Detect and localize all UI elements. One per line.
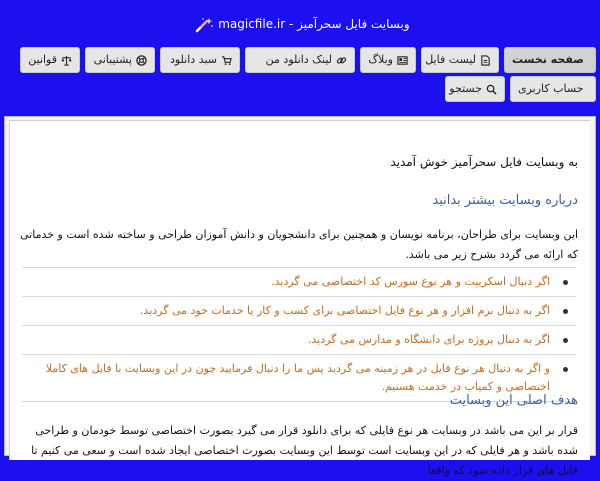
magic-wand-icon bbox=[194, 17, 214, 33]
nav-home-label: صفحه نخست bbox=[512, 48, 584, 72]
newspaper-icon bbox=[397, 55, 408, 66]
main-content bbox=[9, 120, 590, 460]
nav-file-list-label: لیست فایل bbox=[425, 48, 476, 72]
nav-blog-button[interactable] bbox=[360, 47, 416, 73]
list-item-text: و اگر به دنبال هر نوع فایل در هر زمینه می گردید پس ما را دنبال فرمایید چون در این وبسایت با فایل های کاملا اختصاصی و کمیاب در خدمت هستیم. bbox=[46, 362, 550, 393]
nav-my-download-link-label: لینک دانلود من bbox=[266, 48, 332, 72]
goal-paragraph: قرار بر این می باشد در وبسایت هر نوع فایلی که برای دانلود قرار می گیرد بصورت اختصاصی توسط خودمان و طراحی شده باشد و هر فایلی که در این وبسایت است توسط این وبسایت بصورت اختصاصی ایجاد شده است و سعی می کنیم تا فایل های قرار داده شود که واقعا bbox=[18, 421, 578, 481]
file-icon bbox=[480, 55, 491, 66]
intro-paragraph: این وبسایت برای طراحان، برنامه نویسان و همچنین برای دانشجویان و دانش آموزان طراحی و ساخته شده است و خدماتی که ارائه می گردد بشرح زیر می باشد. bbox=[18, 225, 578, 265]
site-title-link[interactable] bbox=[0, 16, 600, 33]
about-heading: درباره وبسایت بیشتر بدانید bbox=[432, 193, 578, 208]
site-title: وبسایت فایل سحرآمیز - magicfile.ir bbox=[218, 17, 409, 31]
shopping-cart-icon bbox=[221, 55, 232, 66]
nav-my-download-link-button[interactable] bbox=[245, 47, 355, 73]
nav-blog-label: وبلاگ bbox=[368, 48, 393, 72]
welcome-text: به وبسایت فایل سحرآمیز خوش آمدید bbox=[390, 155, 578, 169]
main-nav bbox=[4, 44, 596, 124]
list-item bbox=[22, 325, 576, 354]
nav-file-list-button[interactable] bbox=[421, 47, 499, 73]
bullet-icon bbox=[563, 367, 568, 372]
nav-support-label: پشتیبانی bbox=[94, 48, 132, 72]
lifebuoy-icon bbox=[136, 55, 147, 66]
nav-rules-label: قوانین bbox=[28, 48, 57, 72]
bullet-icon bbox=[563, 280, 568, 285]
bullet-icon bbox=[563, 309, 568, 314]
nav-rules-button[interactable] bbox=[20, 47, 80, 73]
search-icon bbox=[486, 84, 497, 95]
nav-user-account-button[interactable] bbox=[510, 76, 596, 102]
goal-heading: هدف اصلی این وبسایت bbox=[450, 393, 578, 408]
scale-icon bbox=[61, 55, 72, 66]
nav-support-button[interactable] bbox=[85, 47, 155, 73]
nav-user-account-label: حساب کاربری bbox=[518, 77, 583, 101]
nav-home-button[interactable] bbox=[504, 47, 596, 73]
list-item-text: اگر دنبال اسکریپت و هر نوع سورس کد اختصاصی می گردید. bbox=[271, 275, 550, 288]
link-icon bbox=[336, 55, 347, 66]
list-item bbox=[22, 267, 576, 296]
nav-download-cart-button[interactable] bbox=[160, 47, 240, 73]
user-icon bbox=[587, 84, 588, 95]
list-item bbox=[22, 296, 576, 325]
nav-download-cart-label: سبد دانلود bbox=[170, 48, 217, 72]
list-item-text: اگر به دنبال نرم افزار و هر نوع فایل اختصاصی برای کسب و کار یا خدمات خود می گردید. bbox=[140, 304, 550, 317]
services-list bbox=[22, 267, 576, 402]
nav-search-label: جستجو bbox=[449, 77, 482, 101]
site-header bbox=[0, 0, 600, 40]
list-item-text: اگر به دنبال پروژه برای دانشگاه و مدارس می گردید. bbox=[308, 333, 550, 346]
nav-search-button[interactable] bbox=[445, 76, 505, 102]
bullet-icon bbox=[563, 338, 568, 343]
